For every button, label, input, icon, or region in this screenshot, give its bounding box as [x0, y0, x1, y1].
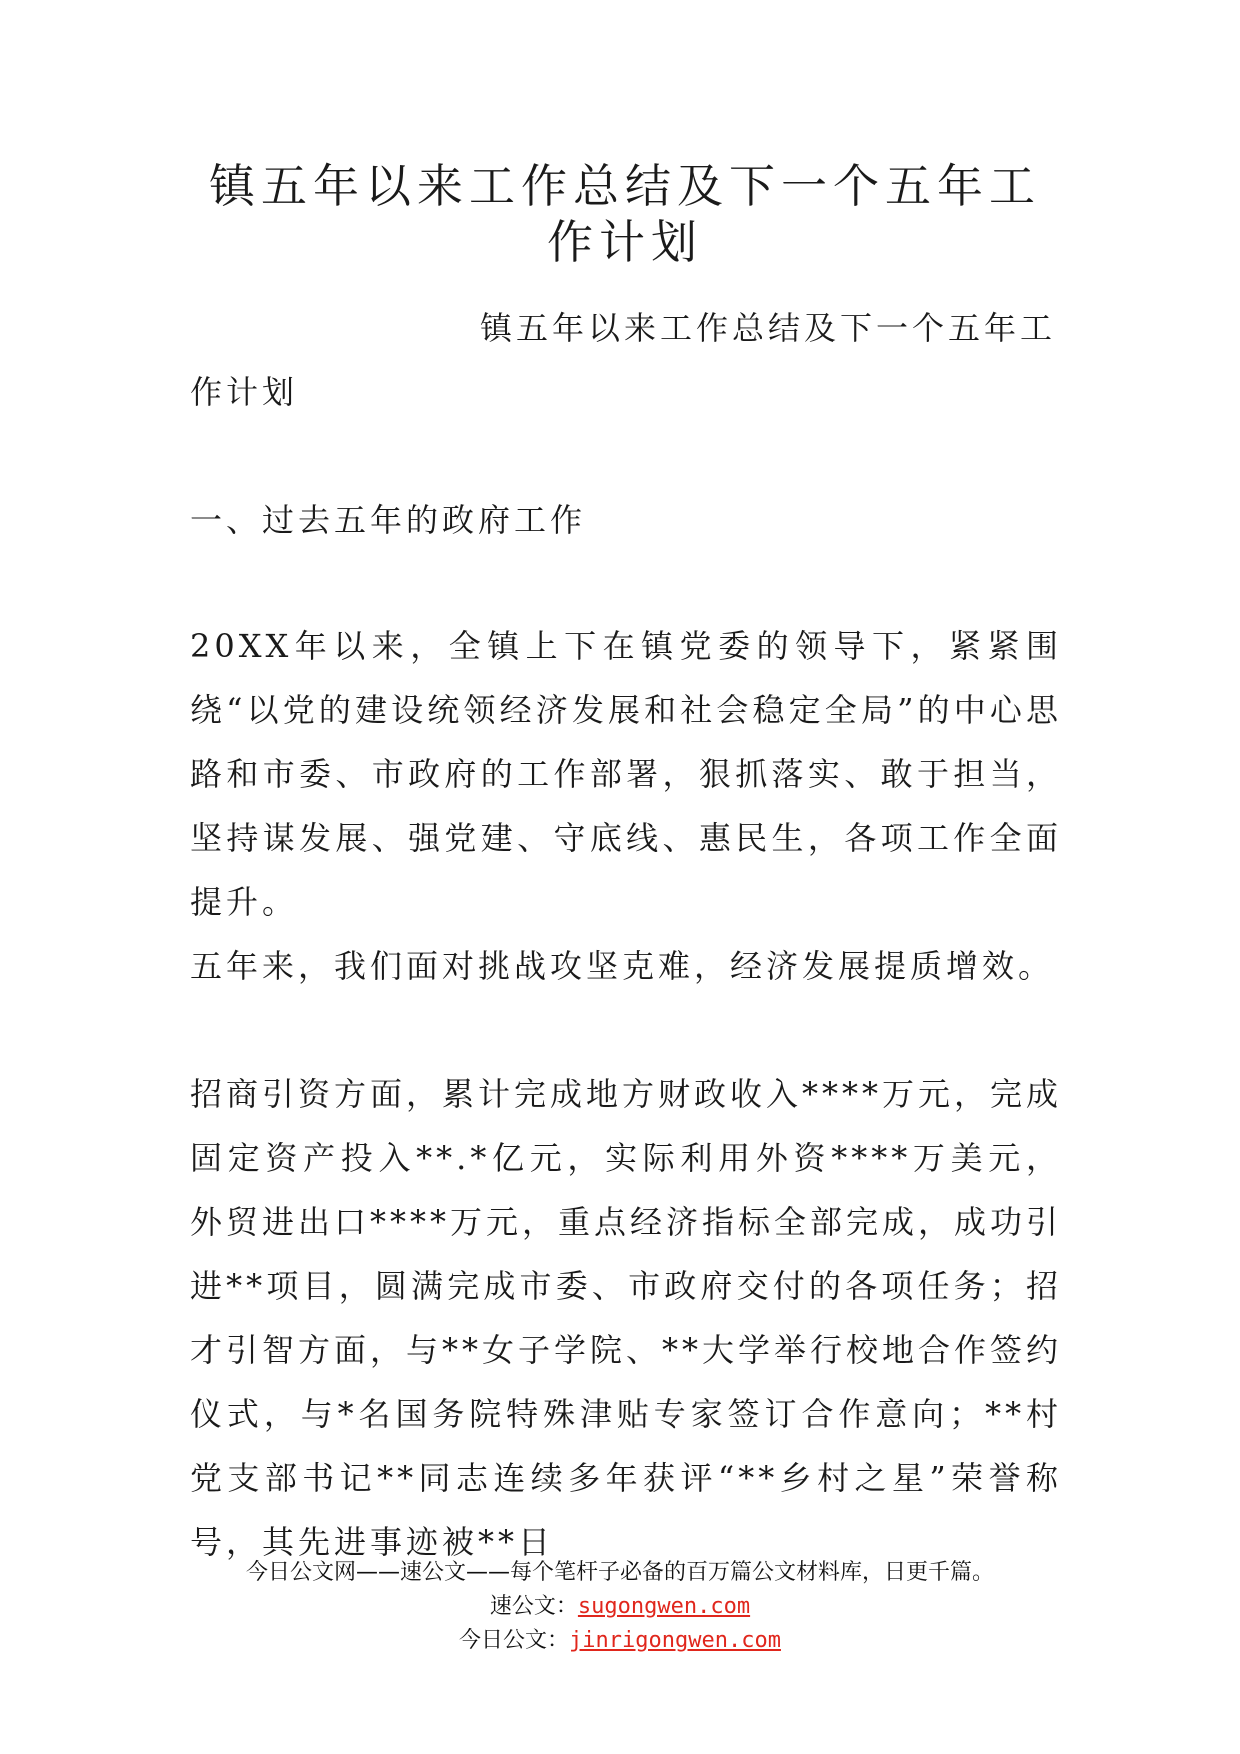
footer-tagline: 今日公文网——速公文——每个笔杆子必备的百万篇公文材料库，日更千篇。 — [245, 1560, 994, 1585]
section-heading: 一、过去五年的政府工作 — [190, 501, 587, 539]
page-footer — [0, 1556, 1240, 1658]
footer-link2-label: 今日公文： — [459, 1628, 570, 1653]
sugongwen-link[interactable]: sugongwen.com — [577, 1594, 751, 1619]
document-subtitle: 镇五年以来工作总结及下一个五年工作计划 — [190, 309, 1057, 411]
footer-link1-label: 速公文： — [489, 1594, 578, 1619]
document-title: 镇五年以来工作总结及下一个五年工作计划 — [209, 159, 1041, 269]
paragraph-summary: 五年来，我们面对挑战攻坚克难，经济发展提质增效。 — [190, 947, 1055, 985]
paragraph-intro: 20XX年以来，全镇上下在镇党委的领导下，紧紧围绕“以党的建设统领经济发展和社会稳定全局”的中心思路和市委、市政府的工作部署，狠抓落实、敢于担当，坚持谋发展、强党建、守底线、惠民生，各项工作全面提升。 — [190, 627, 1062, 921]
footer-link-row-2 — [0, 1624, 1240, 1658]
jinrigongwen-link[interactable]: jinrigongwen.com — [569, 1628, 781, 1653]
footer-link-row-1 — [0, 1590, 1240, 1624]
paragraph-investment: 招商引资方面，累计完成地方财政收入****万元，完成固定资产投入**.*亿元，实际利用外资****万美元，外贸进出口****万元，重点经济指标全部完成，成功引进**项目，圆满完成市委、市政府交付的各项任务；招才引智方面，与**女子学院、**大学举行校地合作签约仪式，与*名国务院特殊津贴专家签订合作意向；**村党支部书记**同志连续多年获评“**乡村之星”荣誉称号，其先进事迹被**日 — [190, 1075, 1063, 1561]
